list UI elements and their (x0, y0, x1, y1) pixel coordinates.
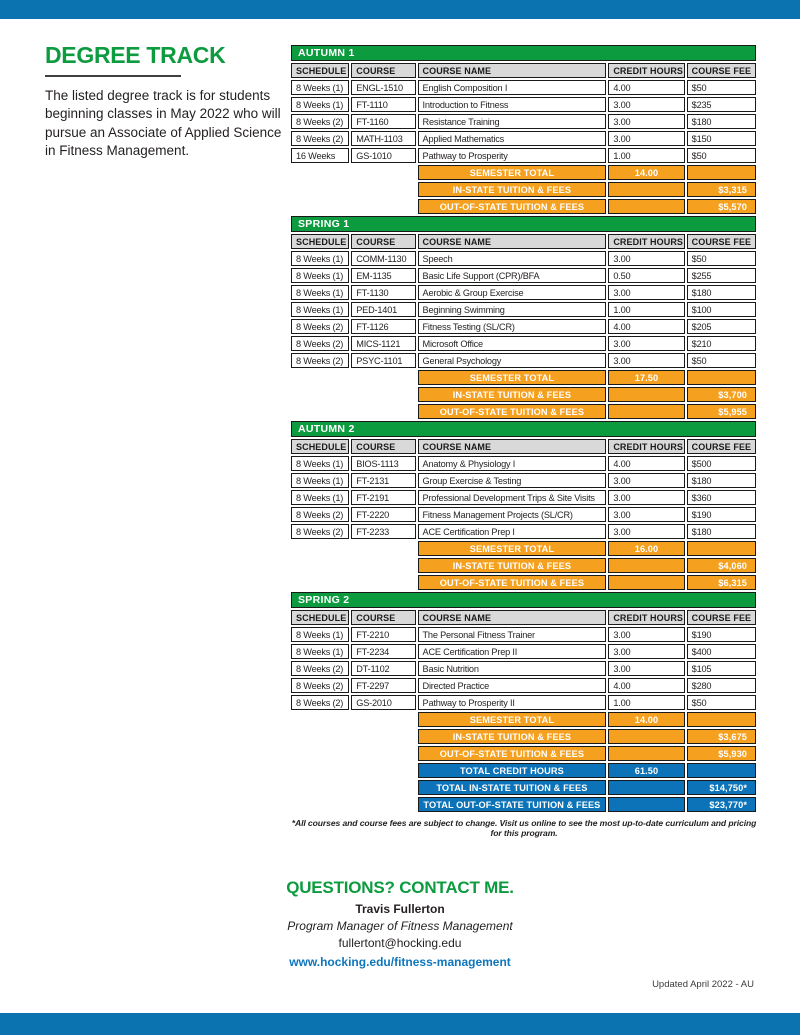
summary-credit-hours: 16.00 (608, 541, 684, 556)
column-header-course: COURSE (351, 234, 415, 249)
summary-label: TOTAL OUT-OF-STATE TUITION & FEES (418, 797, 607, 812)
course-code: FT-2220 (351, 507, 415, 522)
course-code: FT-2210 (351, 627, 415, 642)
degree-table-section (289, 43, 759, 838)
course-name: Anatomy & Physiology I (418, 456, 607, 471)
course-fee: $190 (687, 627, 756, 642)
semester-title-spring-1: SPRING 1 (291, 216, 756, 232)
summary-credit-hours: 61.50 (608, 763, 684, 778)
course-schedule: 8 Weeks (2) (291, 336, 349, 351)
program-total-row (291, 780, 756, 795)
contact-role: Program Manager of Fitness Management (287, 919, 513, 933)
course-row (291, 97, 756, 112)
course-credit-hours: 0.50 (608, 268, 684, 283)
intro-section (45, 42, 285, 160)
summary-label: IN-STATE TUITION & FEES (418, 729, 607, 744)
summary-fee (687, 712, 756, 727)
summary-fee: $6,315 (687, 575, 756, 590)
course-fee: $50 (687, 353, 756, 368)
course-code: COMM-1130 (351, 251, 415, 266)
course-credit-hours: 3.00 (608, 627, 684, 642)
table-footnote: *All courses and course fees are subject to change. Visit us online to see the most up-to-date curriculum and pricing for this program. (291, 818, 757, 838)
summary-spacer (291, 370, 416, 385)
course-schedule: 8 Weeks (1) (291, 473, 349, 488)
course-fee: $210 (687, 336, 756, 351)
course-credit-hours: 4.00 (608, 678, 684, 693)
column-header-course-name: COURSE NAME (418, 234, 607, 249)
course-fee: $100 (687, 302, 756, 317)
course-row (291, 695, 756, 710)
course-schedule: 8 Weeks (1) (291, 285, 349, 300)
summary-fee: $4,060 (687, 558, 756, 573)
summary-spacer (291, 541, 416, 556)
contact-website-link[interactable]: www.hocking.edu/fitness-management (289, 955, 511, 969)
course-fee: $50 (687, 148, 756, 163)
summary-label: SEMESTER TOTAL (418, 165, 607, 180)
course-credit-hours: 4.00 (608, 456, 684, 471)
course-row (291, 251, 756, 266)
summary-spacer (291, 182, 416, 197)
course-row (291, 80, 756, 95)
summary-spacer (291, 780, 416, 795)
summary-spacer (291, 797, 416, 812)
course-row (291, 456, 756, 471)
program-total-row (291, 763, 756, 778)
course-credit-hours: 3.00 (608, 661, 684, 676)
course-code: FT-2191 (351, 490, 415, 505)
course-fee: $180 (687, 285, 756, 300)
summary-label: OUT-OF-STATE TUITION & FEES (418, 575, 607, 590)
course-credit-hours: 3.00 (608, 524, 684, 539)
course-row (291, 131, 756, 146)
summary-credit-hours (608, 746, 684, 761)
summary-credit-hours (608, 797, 684, 812)
summary-credit-hours: 17.50 (608, 370, 684, 385)
course-row (291, 678, 756, 693)
course-schedule: 8 Weeks (2) (291, 695, 349, 710)
course-fee: $50 (687, 695, 756, 710)
course-name: Pathway to Prosperity (418, 148, 607, 163)
summary-label: IN-STATE TUITION & FEES (418, 182, 607, 197)
column-header-course: COURSE (351, 439, 415, 454)
contact-heading: QUESTIONS? CONTACT ME. (286, 878, 514, 897)
summary-credit-hours (608, 780, 684, 795)
course-credit-hours: 3.00 (608, 507, 684, 522)
summary-fee: $5,930 (687, 746, 756, 761)
course-row (291, 285, 756, 300)
course-code: EM-1135 (351, 268, 415, 283)
course-code: FT-1160 (351, 114, 415, 129)
course-credit-hours: 3.00 (608, 644, 684, 659)
course-credit-hours: 3.00 (608, 473, 684, 488)
course-fee: $500 (687, 456, 756, 471)
semester-summary-row (291, 729, 756, 744)
course-credit-hours: 3.00 (608, 114, 684, 129)
course-row (291, 319, 756, 334)
course-row (291, 336, 756, 351)
column-header-course-fee: COURSE FEE (687, 610, 756, 625)
course-name: Beginning Swimming (418, 302, 607, 317)
course-code: PED-1401 (351, 302, 415, 317)
course-row (291, 507, 756, 522)
course-credit-hours: 3.00 (608, 285, 684, 300)
course-schedule: 8 Weeks (1) (291, 490, 349, 505)
column-header-course-fee: COURSE FEE (687, 439, 756, 454)
updated-note: Updated April 2022 - AU (652, 979, 754, 990)
course-schedule: 16 Weeks (291, 148, 349, 163)
summary-credit-hours: 14.00 (608, 165, 684, 180)
summary-credit-hours (608, 387, 684, 402)
semester-title-autumn-2: AUTUMN 2 (291, 421, 756, 437)
title-underline (45, 75, 181, 77)
contact-name: Travis Fullerton (355, 902, 445, 916)
summary-fee (687, 165, 756, 180)
column-header-schedule: SCHEDULE (291, 439, 349, 454)
course-schedule: 8 Weeks (1) (291, 456, 349, 471)
summary-spacer (291, 199, 416, 214)
summary-credit-hours: 14.00 (608, 712, 684, 727)
course-name: Group Exercise & Testing (418, 473, 607, 488)
course-code: FT-2234 (351, 644, 415, 659)
semester-summary-row (291, 370, 756, 385)
summary-credit-hours (608, 404, 684, 419)
column-header-credit-hours: CREDIT HOURS (608, 610, 684, 625)
course-row (291, 353, 756, 368)
summary-fee (687, 541, 756, 556)
course-fee: $50 (687, 251, 756, 266)
semester-summary-row (291, 199, 756, 214)
semester-summary-row (291, 712, 756, 727)
summary-label: IN-STATE TUITION & FEES (418, 387, 607, 402)
course-code: GS-1010 (351, 148, 415, 163)
summary-label: SEMESTER TOTAL (418, 541, 607, 556)
course-row (291, 627, 756, 642)
course-code: FT-2131 (351, 473, 415, 488)
column-header-course: COURSE (351, 610, 415, 625)
semester-summary-row (291, 404, 756, 419)
course-row (291, 473, 756, 488)
semester-header-row-autumn-2 (291, 421, 756, 437)
course-code: FT-1126 (351, 319, 415, 334)
course-credit-hours: 3.00 (608, 336, 684, 351)
course-schedule: 8 Weeks (1) (291, 97, 349, 112)
course-code: MICS-1121 (351, 336, 415, 351)
column-header-schedule: SCHEDULE (291, 610, 349, 625)
summary-spacer (291, 763, 416, 778)
semester-header-row-spring-2 (291, 592, 756, 608)
course-credit-hours: 3.00 (608, 251, 684, 266)
course-name: Basic Nutrition (418, 661, 607, 676)
course-credit-hours: 1.00 (608, 695, 684, 710)
course-name: English Composition I (418, 80, 607, 95)
course-fee: $205 (687, 319, 756, 334)
course-code: FT-2233 (351, 524, 415, 539)
course-name: Applied Mathematics (418, 131, 607, 146)
course-credit-hours: 3.00 (608, 97, 684, 112)
course-credit-hours: 4.00 (608, 80, 684, 95)
summary-spacer (291, 746, 416, 761)
column-header-schedule: SCHEDULE (291, 63, 349, 78)
course-schedule: 8 Weeks (2) (291, 114, 349, 129)
summary-credit-hours (608, 729, 684, 744)
course-row (291, 524, 756, 539)
semester-summary-row (291, 182, 756, 197)
summary-spacer (291, 729, 416, 744)
course-name: General Psychology (418, 353, 607, 368)
course-code: FT-1130 (351, 285, 415, 300)
course-fee: $50 (687, 80, 756, 95)
contact-section (0, 879, 800, 970)
summary-label: TOTAL IN-STATE TUITION & FEES (418, 780, 607, 795)
column-header-row (291, 63, 756, 78)
course-name: ACE Certification Prep I (418, 524, 607, 539)
column-header-course: COURSE (351, 63, 415, 78)
semester-summary-row (291, 387, 756, 402)
course-name: Professional Development Trips & Site Visits (418, 490, 607, 505)
course-schedule: 8 Weeks (2) (291, 319, 349, 334)
course-schedule: 8 Weeks (2) (291, 507, 349, 522)
course-code: BIOS-1113 (351, 456, 415, 471)
course-schedule: 8 Weeks (2) (291, 678, 349, 693)
course-fee: $280 (687, 678, 756, 693)
column-header-credit-hours: CREDIT HOURS (608, 63, 684, 78)
course-fee: $180 (687, 473, 756, 488)
summary-spacer (291, 387, 416, 402)
summary-fee: $14,750* (687, 780, 756, 795)
summary-spacer (291, 404, 416, 419)
semester-summary-row (291, 746, 756, 761)
course-code: MATH-1103 (351, 131, 415, 146)
course-fee: $255 (687, 268, 756, 283)
degree-track-table (289, 43, 758, 814)
summary-label: IN-STATE TUITION & FEES (418, 558, 607, 573)
course-row (291, 302, 756, 317)
course-schedule: 8 Weeks (1) (291, 268, 349, 283)
course-fee: $235 (687, 97, 756, 112)
course-name: The Personal Fitness Trainer (418, 627, 607, 642)
semester-summary-row (291, 575, 756, 590)
course-name: Directed Practice (418, 678, 607, 693)
summary-label: SEMESTER TOTAL (418, 712, 607, 727)
column-header-row (291, 439, 756, 454)
course-fee: $180 (687, 524, 756, 539)
course-name: Resistance Training (418, 114, 607, 129)
column-header-course-name: COURSE NAME (418, 439, 607, 454)
semester-summary-row (291, 558, 756, 573)
column-header-course-fee: COURSE FEE (687, 234, 756, 249)
course-credit-hours: 1.00 (608, 148, 684, 163)
column-header-course-name: COURSE NAME (418, 63, 607, 78)
semester-title-spring-2: SPRING 2 (291, 592, 756, 608)
course-name: Fitness Testing (SL/CR) (418, 319, 607, 334)
contact-email: fullertont@hocking.edu (338, 936, 462, 950)
semester-header-row-autumn-1 (291, 45, 756, 61)
summary-spacer (291, 712, 416, 727)
course-credit-hours: 3.00 (608, 131, 684, 146)
column-header-course-fee: COURSE FEE (687, 63, 756, 78)
course-name: Pathway to Prosperity II (418, 695, 607, 710)
course-name: Speech (418, 251, 607, 266)
bottom-accent-bar (0, 1013, 800, 1035)
course-name: Fitness Management Projects (SL/CR) (418, 507, 607, 522)
course-schedule: 8 Weeks (1) (291, 644, 349, 659)
summary-fee: $23,770* (687, 797, 756, 812)
course-schedule: 8 Weeks (1) (291, 80, 349, 95)
course-schedule: 8 Weeks (1) (291, 302, 349, 317)
course-row (291, 490, 756, 505)
course-credit-hours: 3.00 (608, 490, 684, 505)
column-header-credit-hours: CREDIT HOURS (608, 439, 684, 454)
course-fee: $190 (687, 507, 756, 522)
summary-fee: $5,570 (687, 199, 756, 214)
summary-fee: $3,700 (687, 387, 756, 402)
course-credit-hours: 1.00 (608, 302, 684, 317)
column-header-schedule: SCHEDULE (291, 234, 349, 249)
semester-summary-row (291, 541, 756, 556)
summary-credit-hours (608, 575, 684, 590)
semester-summary-row (291, 165, 756, 180)
summary-fee (687, 370, 756, 385)
course-row (291, 644, 756, 659)
semester-title-autumn-1: AUTUMN 1 (291, 45, 756, 61)
summary-spacer (291, 575, 416, 590)
course-row (291, 661, 756, 676)
course-fee: $360 (687, 490, 756, 505)
course-schedule: 8 Weeks (2) (291, 353, 349, 368)
course-name: Introduction to Fitness (418, 97, 607, 112)
course-fee: $150 (687, 131, 756, 146)
course-code: FT-2297 (351, 678, 415, 693)
intro-paragraph: The listed degree track is for students beginning classes in May 2022 who will pursue an Associate of Applied Science in Fitness Management. (45, 88, 282, 159)
course-fee: $105 (687, 661, 756, 676)
summary-fee: $5,955 (687, 404, 756, 419)
column-header-credit-hours: CREDIT HOURS (608, 234, 684, 249)
course-name: Basic Life Support (CPR)/BFA (418, 268, 607, 283)
summary-label: OUT-OF-STATE TUITION & FEES (418, 199, 607, 214)
course-row (291, 148, 756, 163)
course-code: DT-1102 (351, 661, 415, 676)
course-code: GS-2010 (351, 695, 415, 710)
course-credit-hours: 3.00 (608, 353, 684, 368)
column-header-course-name: COURSE NAME (418, 610, 607, 625)
summary-label: OUT-OF-STATE TUITION & FEES (418, 746, 607, 761)
summary-label: SEMESTER TOTAL (418, 370, 607, 385)
course-schedule: 8 Weeks (1) (291, 627, 349, 642)
course-code: ENGL-1510 (351, 80, 415, 95)
summary-spacer (291, 558, 416, 573)
column-header-row (291, 610, 756, 625)
course-schedule: 8 Weeks (2) (291, 661, 349, 676)
course-code: PSYC-1101 (351, 353, 415, 368)
summary-fee: $3,675 (687, 729, 756, 744)
top-accent-bar (0, 0, 800, 19)
course-row (291, 268, 756, 283)
course-name: ACE Certification Prep II (418, 644, 607, 659)
course-schedule: 8 Weeks (1) (291, 251, 349, 266)
course-row (291, 114, 756, 129)
summary-label: TOTAL CREDIT HOURS (418, 763, 607, 778)
column-header-row (291, 234, 756, 249)
course-schedule: 8 Weeks (2) (291, 524, 349, 539)
summary-credit-hours (608, 199, 684, 214)
course-fee: $400 (687, 644, 756, 659)
page-title: DEGREE TRACK (45, 42, 226, 68)
summary-label: OUT-OF-STATE TUITION & FEES (418, 404, 607, 419)
course-fee: $180 (687, 114, 756, 129)
course-name: Microsoft Office (418, 336, 607, 351)
course-name: Aerobic & Group Exercise (418, 285, 607, 300)
summary-fee: $3,315 (687, 182, 756, 197)
course-credit-hours: 4.00 (608, 319, 684, 334)
course-code: FT-1110 (351, 97, 415, 112)
summary-credit-hours (608, 558, 684, 573)
summary-fee (687, 763, 756, 778)
summary-spacer (291, 165, 416, 180)
semester-header-row-spring-1 (291, 216, 756, 232)
summary-credit-hours (608, 182, 684, 197)
program-total-row (291, 797, 756, 812)
course-schedule: 8 Weeks (2) (291, 131, 349, 146)
